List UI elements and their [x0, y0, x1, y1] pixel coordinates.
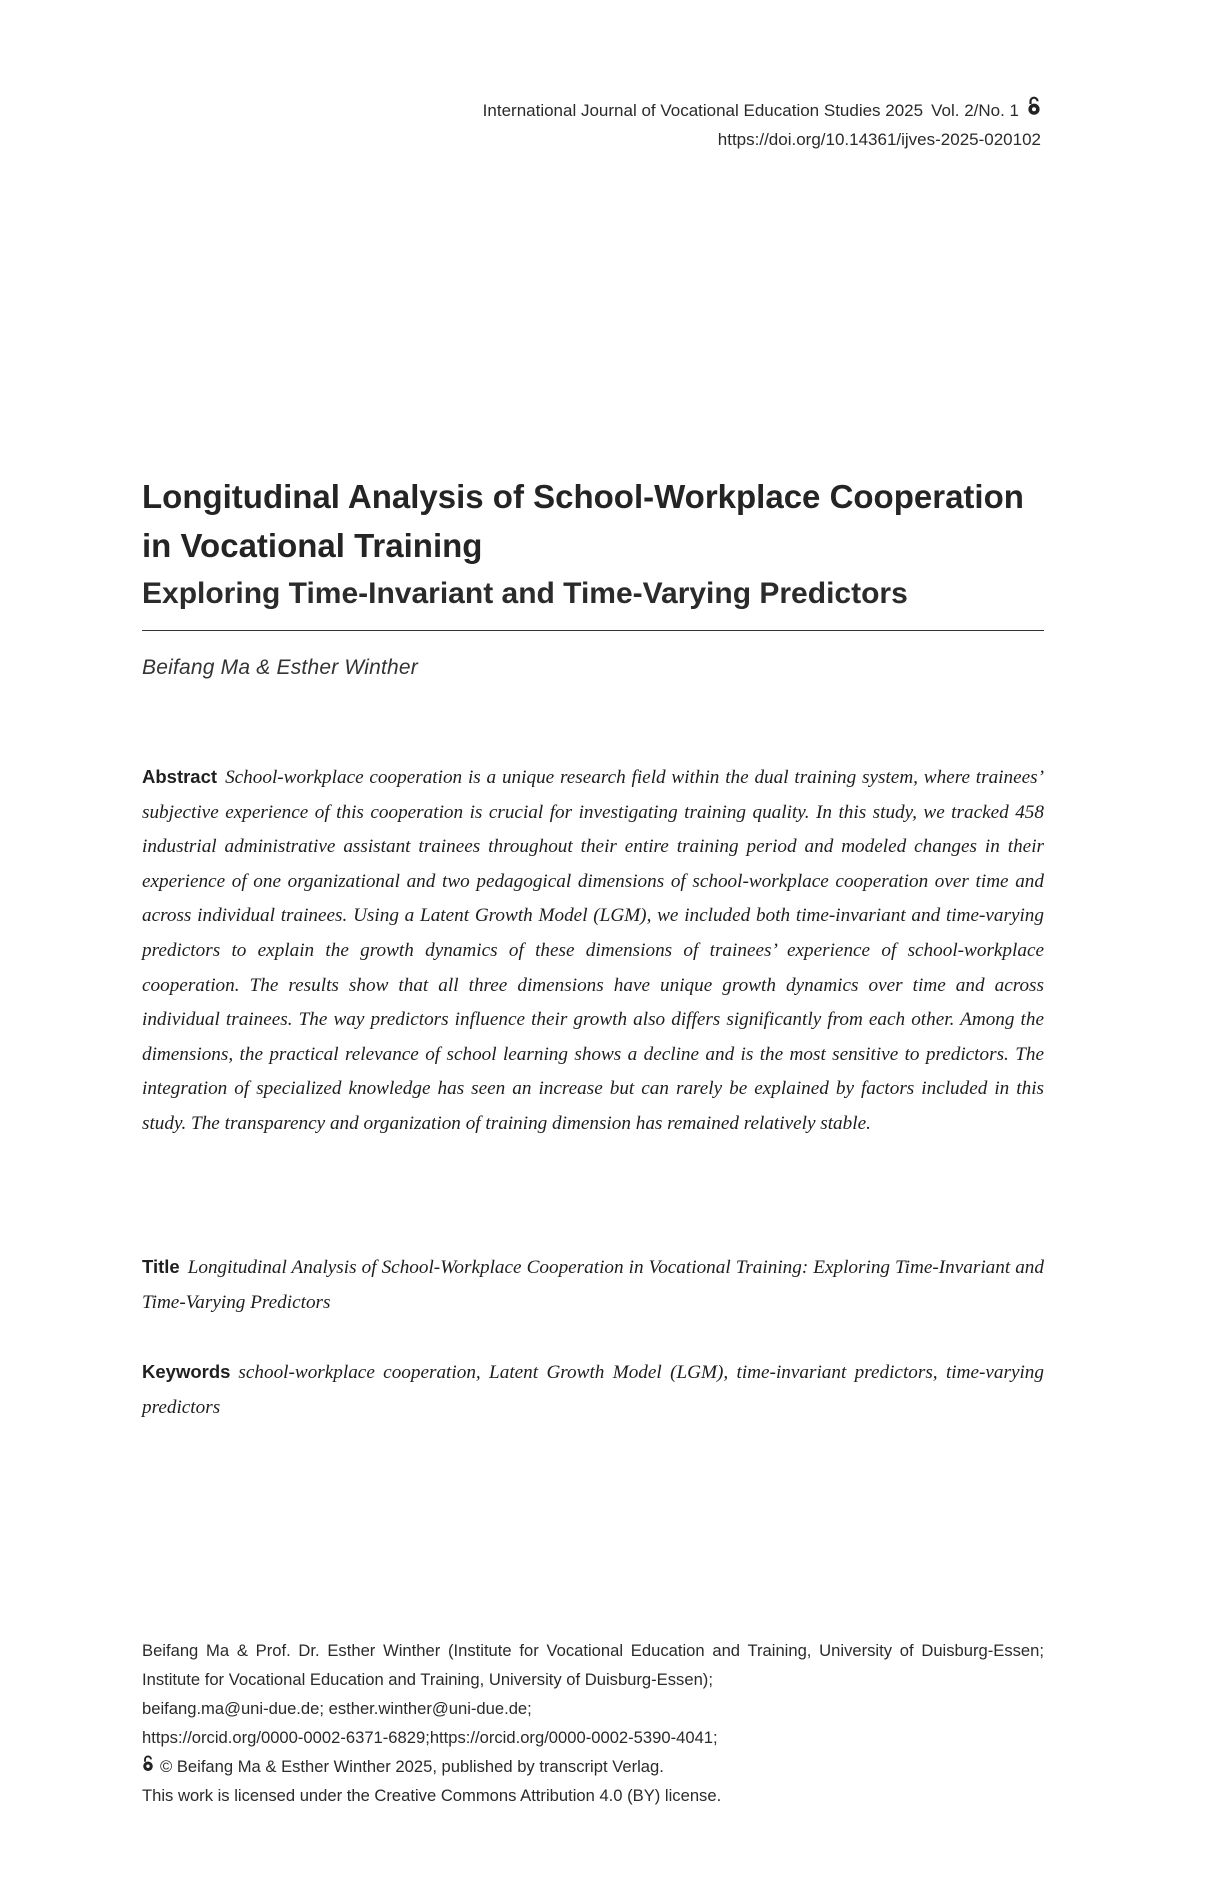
title-text: Longitudinal Analysis of School-Workplace Cooperation in Vocational Training: Exploring Time-Invariant and Time-Varying Predictors: [142, 1257, 1044, 1313]
keywords-section: [142, 1355, 1044, 1425]
journal-name: International Journal of Vocational Education Studies 2025: [482, 101, 924, 120]
journal-volume: Vol. 2/No. 1: [931, 101, 1019, 120]
doi-line: [483, 125, 1041, 154]
author-orcid-links[interactable]: https://orcid.org/0000-0002-6371-6829;https://orcid.org/0000-0002-5390-4041;: [142, 1728, 718, 1747]
copyright-text: © Beifang Ma & Esther Winther 2025, published by transcript Verlag.: [160, 1757, 664, 1776]
keywords-text: school-workplace cooperation, Latent Growth Model (LGM), time-invariant predictors, time-varying predictors: [142, 1362, 1044, 1418]
running-head: [483, 96, 1041, 154]
author-affiliation: Beifang Ma & Prof. Dr. Esther Winther (Institute for Vocational Education and Training, University of Duisburg-Essen; Institute for Vocational Education and Training, University of Duisburg-Essen);: [142, 1641, 1044, 1689]
abstract-section: [142, 760, 1044, 1142]
article-subtitle: Exploring Time-Invariant and Time-Varying Predictors: [142, 577, 908, 610]
author-names: Beifang Ma & Esther Winther: [142, 656, 419, 679]
article-title-line2: in Vocational Training: [142, 527, 483, 564]
article-title-line1: Longitudinal Analysis of School-Workplace Cooperation: [142, 478, 1024, 515]
author-footnote: [142, 1636, 1044, 1810]
title-label: Title: [142, 1256, 180, 1277]
open-access-lock-icon: [1027, 96, 1041, 125]
abstract-label: Abstract: [142, 766, 218, 787]
journal-line: [483, 96, 1041, 125]
open-access-lock-icon: [142, 1752, 154, 1781]
title-block: [142, 472, 1044, 616]
title-divider: [142, 630, 1044, 631]
copyright-line: [142, 1752, 1044, 1781]
license-text: This work is licensed under the Creative Commons Attribution 4.0 (BY) license.: [142, 1786, 722, 1805]
abstract-text: School-workplace cooperation is a unique research field within the dual training system, where trainees’ subjective experience of this cooperation is crucial for investigating training quality. In this study, we tracked 458 industrial administrative assistant trainees throughout their entire training period and modeled changes in their experience of one organizational and two pedagogical dimensions of school-workplace cooperation over time and across individual trainees. Using a Latent Growth Model (LGM), we included both time-invariant and time-varying predictors to explain the growth dynamics of these dimensions of trainees’ experience of school-workplace cooperation. The results show that all three dimensions have unique growth dynamics over time and across individual trainees. The way predictors influence their growth also differs significantly from each other. Among the dimensions, the practical relevance of school learning shows a decline and is the most sensitive to predictors. The integration of specialized knowledge has seen an increase but can rarely be explained by factors included in this study. The transparency and organization of training dimension has remained relatively stable.: [142, 767, 1044, 1134]
keywords-label: Keywords: [142, 1361, 231, 1382]
article-title: [142, 472, 1044, 570]
doi-link[interactable]: https://doi.org/10.14361/ijves-2025-020102: [717, 130, 1041, 149]
author-emails[interactable]: beifang.ma@uni-due.de; esther.winther@uni-due.de;: [142, 1699, 532, 1718]
title-section: [142, 1250, 1044, 1320]
